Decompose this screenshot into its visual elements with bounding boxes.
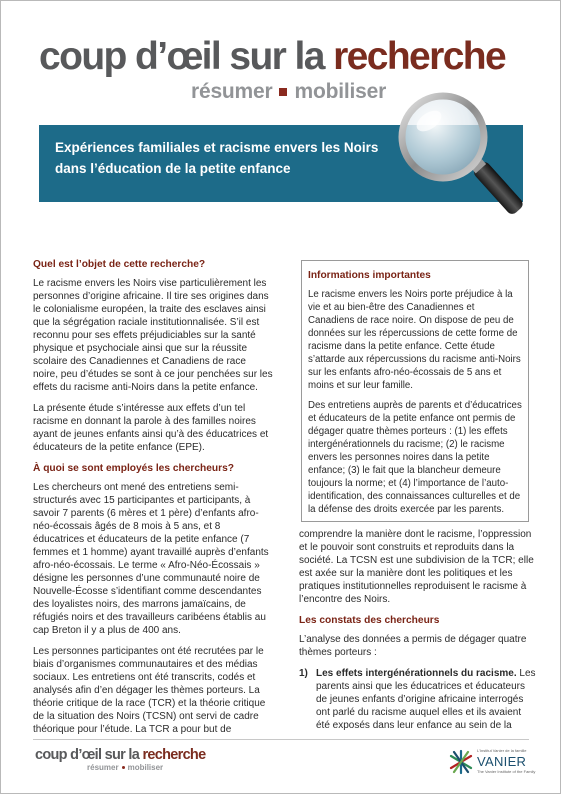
left-column <box>33 258 273 744</box>
footer-tag-right: mobiliser <box>127 763 164 772</box>
list-item-text: Les parents ainsi que les éducatrices et éducateurs de jeunes enfants d’origine africaine interrogés ont parlé du racisme auquel elles et ils avaient été exposés dans leur enfance au sein de la <box>316 668 536 731</box>
vanier-logo-icon <box>447 748 475 776</box>
footer-divider <box>33 739 529 740</box>
section-heading-methode: À quoi se sont employés les chercheurs? <box>33 463 234 474</box>
footer-tag-left: résumer <box>87 763 119 772</box>
document-title: Expériences familiales et racisme envers les Noirs dans l’éducation de la petite enfance <box>55 140 379 176</box>
footer-tagline <box>87 763 163 772</box>
footer-brand-part1: coup d’œil sur la <box>35 747 143 763</box>
paragraph-methode-2: Les personnes participantes ont été recrutées par le biais d’organismes communautaires et des médias sociaux. Les entretiens ont été transcrits, codés et analysés afin d’en dégager les thèmes porteurs. La théorie critique de la race (TCR) et la théorie critique de la situation des Noirs (TCSN) ont servi de cadre théorique pour l’étude. La TCR a pour but de <box>33 646 266 735</box>
paragraph-tcr-continued: comprendre la manière dont le racisme, l’oppression et le pouvoir sont construits et reproduits dans la société. La TCSN est une subdivision de la TCR; elle est axée sur la manière dont les politiques et les pratiques institutionnelles reproduisent le racisme à l’encontre des Noirs. <box>299 529 534 605</box>
section-heading-constats: Les constats des chercheurs <box>299 615 440 626</box>
footer-brand <box>35 747 205 763</box>
list-item-body <box>316 667 537 732</box>
section-heading-objet: Quel est l’objet de cette recherche? <box>33 259 206 270</box>
right-column <box>299 528 537 732</box>
paragraph-objet-2: La présente étude s’intéresse aux effets d’un tel racisme en donnant la parole à des familles noires ayant de jeunes enfants ainsi qu’à des éducatrices et éducateurs de la petite enfance (EPE). <box>33 403 269 453</box>
footer-tag-separator <box>122 766 125 769</box>
brand-title-part2: recherche <box>333 35 506 78</box>
list-item-title: Les effets intergénérationnels du racisme. <box>316 668 517 679</box>
brand-tagline <box>191 80 386 104</box>
tagline-left: résumer <box>191 80 273 103</box>
paragraph-constats-intro: L’analyse des données a permis de dégager quatre thèmes porteurs : <box>299 634 527 658</box>
tagline-separator <box>279 88 287 96</box>
vanier-wordmark: VANIER <box>477 754 527 769</box>
key-info-box <box>301 260 529 522</box>
brand-title-part1: coup d’œil sur la <box>39 35 334 78</box>
magnifying-glass-icon <box>393 87 543 219</box>
brand-title <box>39 37 505 76</box>
list-item <box>299 667 537 732</box>
list-item-number: 1) <box>299 668 308 679</box>
vanier-institute-fr: L’Institut Vanier de la famille <box>477 748 527 753</box>
footer-brand-part2: recherche <box>142 747 206 763</box>
vanier-institute-en: The Vanier Institute of the Family <box>477 769 536 774</box>
paragraph-objet-1: Le racisme envers les Noirs vise particulièrement les personnes d’origine africaine. Il tire ses origines dans le colonialisme européen, la traite des esclaves ainsi que la ségrégation raciale institutionnalisée. S’il est reconnu pour ses effets préjudiciables sur la santé physique et psychociale ainsi que sur la réussite scolaire des Canadiennes et Canadiens de race noire, peu d’études se sont à ce jour penchées sur les effets du racisme anti-Noirs dans la petite enfance. <box>33 278 273 393</box>
key-info-title: Informations importantes <box>308 270 431 281</box>
key-info-paragraph-1: Le racisme envers les Noirs porte préjudice à la vie et au bien-être des Canadiennes et Canadiens de race noire. On dispose de peu de données sur les répercussions de cette forme de racisme dans la petite enfance. Cette étude s’attarde aux répercussions du racisme anti-Noirs sur les enfants afro-néo-écossais de 5 ans et moins et sur leur famille. <box>308 289 521 391</box>
key-info-paragraph-2: Des entretiens auprès de parents et d’éducatrices et éducateurs de la petite enfance ont permis de dégager quatre thèmes porteurs : (1) les effets intergénérationnels du racisme; (2) le racisme envers les personnes noires dans la petite enfance; (3) le fait que la blancheur demeure toujours la norme; et (4) l’importance de l’auto-identification, des connaissances culturelles et de la défense des droits exercée par les parents. <box>308 400 522 515</box>
paragraph-methode-1: Les chercheurs ont mené des entretiens semi-structurés avec 15 participantes et participants, à savoir 7 parents (6 mères et 1 père) d’enfants afro-néo-écossais âgés de 8 mois à 5 ans, et 8 éducatrices et éducateurs de la petite enfance (7 femmes et 1 homme) ayant travaillé auprès d’enfants afro-néo-écossais. Le terme « Afro-Néo-Écossais » désigne les personnes d’une communauté noire de Nouvelle-Écosse s’identifiant comme descendantes des loyalistes noirs, des marrons jamaïcains, de réfugiés noirs et des travailleurs caribéens établis au cap Breton il y a plus de 400 ans. <box>33 482 269 636</box>
tagline-right: mobiliser <box>294 80 387 103</box>
